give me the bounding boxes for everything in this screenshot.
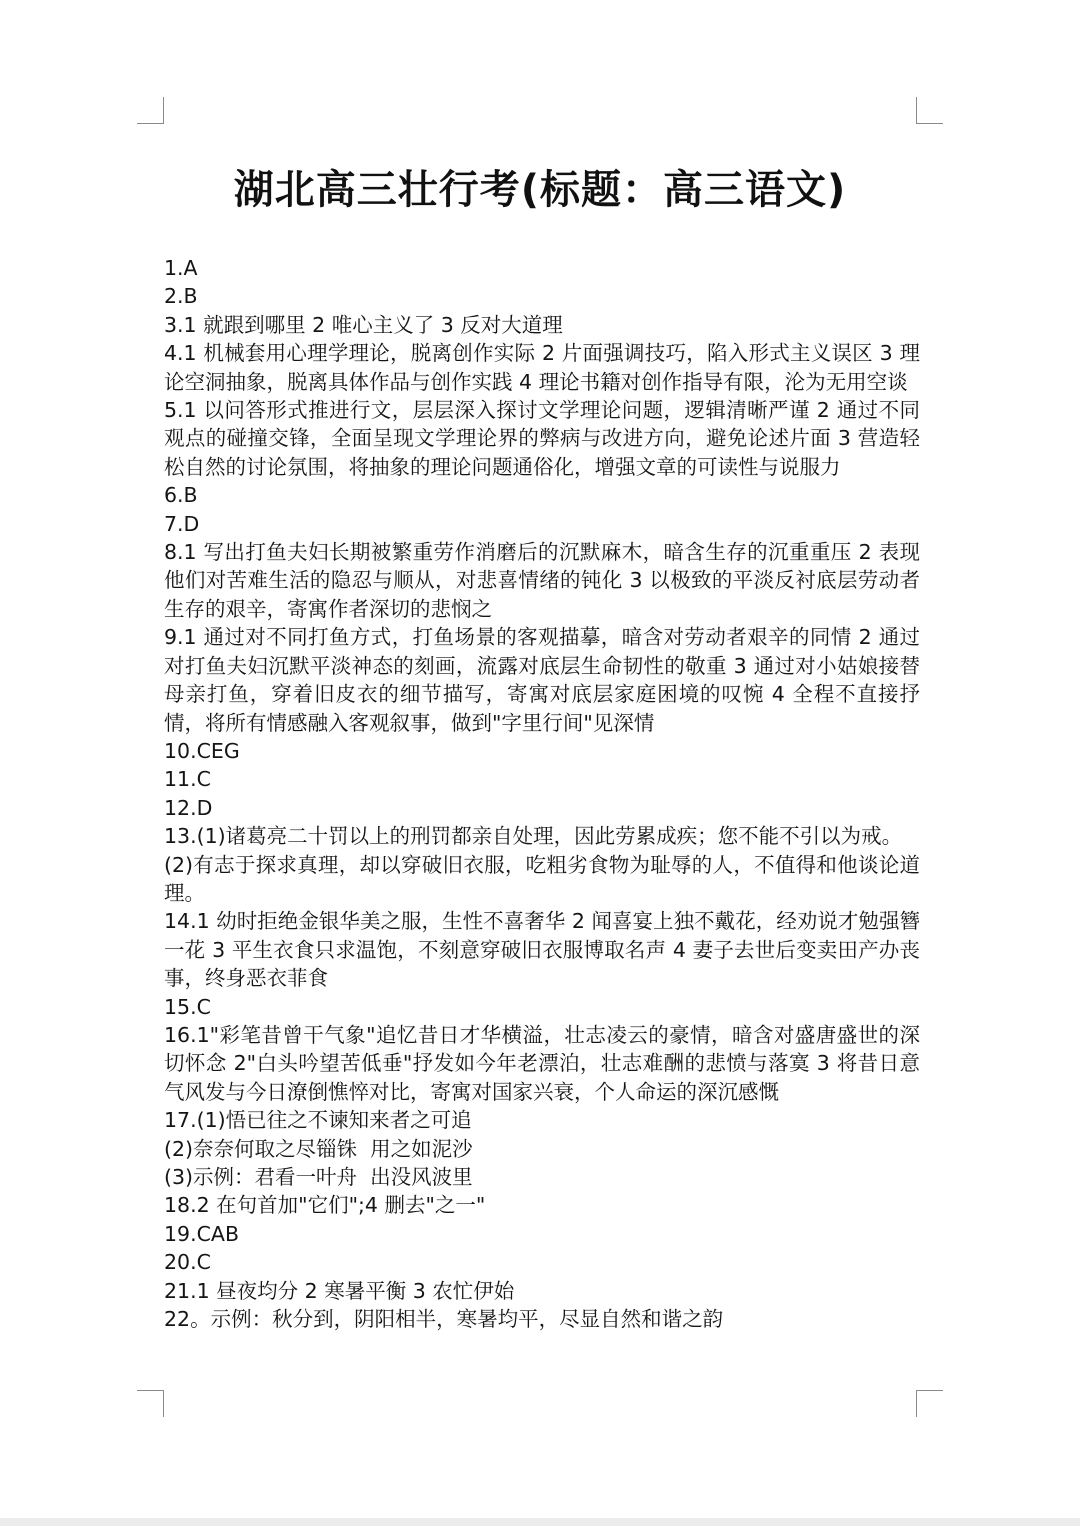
crop-mark-bottom-left bbox=[137, 1390, 164, 1417]
answer-item: 14.1 幼时拒绝金银华美之服，生性不喜奢华 2 闻喜宴上独不戴花，经劝说才勉强簪一花 3 平生衣食只求温饱，不刻意穿破旧衣服博取名声 4 妻子去世后变卖田产办丧事，终身恶衣菲食 bbox=[164, 909, 920, 991]
document-title: 湖北高三壮行考(标题：高三语文) bbox=[233, 167, 847, 213]
answer-item: 15.C bbox=[164, 994, 211, 1019]
crop-mark-top-left bbox=[137, 97, 164, 124]
answer-item: (3)示例：君看一叶舟 出没风波里 bbox=[164, 1165, 473, 1189]
answer-item: 22。示例：秋分到，阴阳相半，寒暑均平，尽显自然和谐之韵 bbox=[164, 1307, 724, 1332]
answer-item: (2)有志于探求真理，却以穿破旧衣服，吃粗劣食物为耻辱的人，不值得和他谈论道理。 bbox=[164, 852, 920, 905]
answer-item: 8.1 写出打鱼夫妇长期被繁重劳作消磨后的沉默麻木，暗含生存的沉重重压 2 表现他们对苦难生活的隐忍与顺从，对悲喜情绪的钝化 3 以极致的平淡反衬底层劳动者生存的艰辛，寄寓作者深切的悲悯之 bbox=[164, 540, 920, 621]
answer-item: 19.CAB bbox=[164, 1221, 240, 1246]
answer-item: 1.A bbox=[164, 256, 198, 280]
crop-mark-bottom-right bbox=[916, 1390, 943, 1417]
answer-item: 4.1 机械套用心理学理论，脱离创作实际 2 片面强调技巧，陷入形式主义误区 3 理论空洞抽象，脱离具体作品与创作实践 4 理论书籍对创作指导有限，沦为无用空谈 bbox=[164, 341, 920, 394]
answer-item: 17.(1)悟已往之不谏知来者之可追 bbox=[164, 1108, 472, 1133]
answer-item: 3.1 就跟到哪里 2 唯心主义了 3 反对大道理 bbox=[164, 312, 563, 337]
answer-item: 13.(1)诸葛亮二十罚以上的刑罚都亲自处理，因此劳累成疾；您不能不引以为戒。 bbox=[164, 824, 903, 849]
answer-item: 21.1 昼夜均分 2 寒暑平衡 3 农忙伊始 bbox=[164, 1278, 515, 1303]
answer-item: 11.C bbox=[164, 767, 211, 792]
answer-item: 5.1 以问答形式推进行文，层层深入探讨文学理论问题，逻辑清晰严谨 2 通过不同观点的碰撞交锋，全面呈现文学理论界的弊病与改进方向，避免论述片面 3 营造轻松自然的讨论氛围，将抽象的理论问题通俗化，增强文章的可读性与说服力 bbox=[164, 398, 920, 479]
answer-item: (2)奈奈何取之尽锱铢 用之如泥沙 bbox=[164, 1136, 473, 1161]
answer-item: 18.2 在句首加"它们";4 删去"之一" bbox=[164, 1193, 486, 1218]
answer-item: 7.D bbox=[164, 511, 200, 536]
crop-mark-top-right bbox=[916, 97, 943, 124]
answer-item: 2.B bbox=[164, 284, 198, 309]
answer-item: 9.1 通过对不同打鱼方式，打鱼场景的客观描摹，暗含对劳动者艰辛的同情 2 通过对打鱼夫妇沉默平淡神态的刻画，流露对底层生命韧性的敬重 3 通过对小姑娘接替母亲打鱼，穿着旧皮衣的细节描写，寄寓对底层家庭困境的叹惋 4 全程不直接抒情，将所有情感融入客观叙事，做到"字里行间"见深情 bbox=[164, 625, 920, 735]
answer-item: 6.B bbox=[164, 483, 198, 508]
page-bottom-edge bbox=[0, 1518, 1080, 1526]
answer-item: 20.C bbox=[164, 1250, 211, 1275]
answer-item: 16.1"彩笔昔曾干气象"追忆昔日才华横溢，壮志凌云的豪情，暗含对盛唐盛世的深切怀念 2"白头吟望苦低垂"抒发如今年老漂泊，壮志难酬的悲愤与落寞 3 将昔日意气风发与今日潦倒憔悴对比，寄寓对国家兴衰，个人命运的深沉感慨 bbox=[164, 1022, 920, 1104]
answer-item: 10.CEG bbox=[164, 738, 240, 763]
answer-item: 12.D bbox=[164, 795, 213, 820]
answer-list bbox=[164, 254, 920, 1333]
